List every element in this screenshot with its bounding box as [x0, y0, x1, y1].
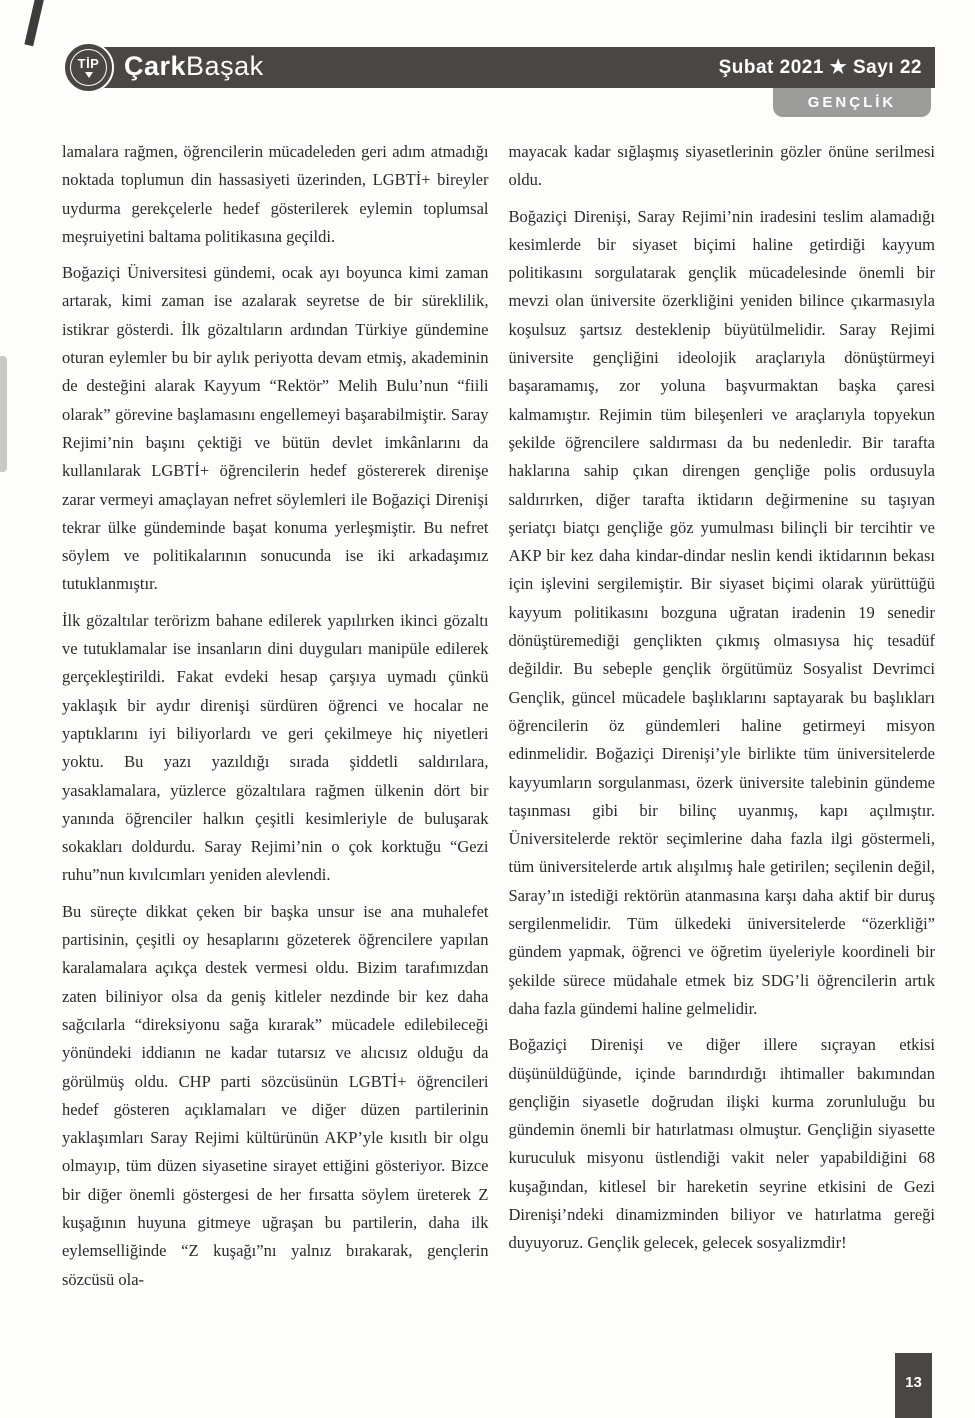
right-column — [509, 138, 936, 1356]
tip-logo-text: TİP — [77, 56, 100, 71]
paragraph: İlk gözaltılar terörizm bahane edilerek yapılırken ikinci gözaltı ve tutuklamalar ise insanların dini duyguları manipüle edilerek gerçekleştirildi. Fakat evdeki hesap çarşıya uymadı çünkü yaklaşık bir aydır direnişi sürdüren öğrenci ve hocalar ne yaptıklarını iyi biliyorlardı ve geri çekilmeye hiç niyetleri yoktu. Bu yazı yazıldığı sırada şiddetli saldırılara, yasaklamalara, yüzlerce gözaltılara rağmen ülkenin dört bir yanında öğrenciler halkın çeşitli kesimleriyle de buluşarak sokakları doldurdu. Saray Rejimi’nin o çok korktuğu “Gezi ruhu”nun kıvılcımları yeniden alevlendi. — [62, 610, 489, 885]
tip-party-logo-icon — [63, 42, 114, 93]
paragraph: Boğaziçi Üniversitesi gündemi, ocak ayı boyunca kimi zaman artarak, kimi zaman ise azalarak seyretse de bir süreklilik, istikrar gösterdi. İlk gözaltıların ardından Türkiye gündemine oturan eylemler bu bir aylık periyotta devam etmiş, akademinin de desteğini alarak Kayyum “Rektör” Melih Bulu’nun “fiili olarak” görevine başlamasını engellemeyi başarabilmiştir. Saray Rejimi’nin başını çektiği ve bütün devlet imkânlarını da kullanılarak LGBTİ+ öğrencilerin hedef göstererek direnişe zarar vermeyi amaçlayan nefret söylemleri ile Boğaziçi Direnişi tekrar ülke gündeminde başat konuma yerleşmiştir. Bu nefret söylem ve politikalarının sonucunda ise iki arkadaşımız tutuklanmıştır. — [62, 263, 489, 594]
page-number-badge — [895, 1353, 932, 1418]
issue-info: Şubat 2021 ★ Sayı 22 — [718, 57, 922, 78]
tip-logo-ring — [70, 49, 107, 86]
paragraph: lamalara rağmen, öğrencilerin mücadeleden geri adım atmadığı noktada toplumun din hassasiyeti üzerinden, LGBTİ+ bireyler uydurma gerekçelerle hedef gösterilerek eylemin toplumsal meşruiyetini baltama politikasına geçildi. — [62, 142, 489, 246]
paragraph: mayacak kadar sığlaşmış siyasetlerinin gözler önüne serilmesi oldu. — [508, 142, 935, 190]
paragraph: Boğaziçi Direnişi ve diğer illere sıçrayan etkisi düşünüldüğünde, içinde barındırdığı ihtimaller bakımından gençliğin siyasetle doğrudan ilişki kurma zorunluluğu bu gündemin önemli bir hatırlatması olmuştur. Gençliğin siyasette kuruculuk misyonu üstlendiği vakit neler yapabildiğini 68 kuşağından, kitlesel bir hareketin seyrine etkisini de Gezi Direnişi’ndeki dinamizminden biliyor ve hatırlatma gereği duyuyoruz. Gençlik gelecek, gelecek sosyalizmdir! — [508, 1035, 935, 1253]
page-number: 13 — [905, 1374, 922, 1391]
paragraph: Bu süreçte dikkat çeken bir başka unsur ise ana muhalefet partisinin, çeşitli oy hesaplarını gözeterek öğrencilere yapılan karalamalara açıkça destek vermesi oldu. Bizim tarafımızdan zaten biliniyor olsa da geniş kitleler nezdinde bir kez daha sağcılarla “direksiyonu sağa kırarak” mücadele edilebileceği yönündeki iddianın ne kadar tutarsız ve alıcısız olduğu da görülmüş oldu. CHP parti sözcüsünün LGBTİ+ öğrencileri hedef gösteren açıklamaları ve diğer düzen partilerinin yaklaşımları Saray Rejimi kültürünün AKP’yle kısıtlı bir olgu olmayıp, tüm düzen siyasetine sirayet ettiğini gösteriyor. Bizce bir diğer önemli göstergesi de her fırsatta söylem üreterek Z kuşağının huyuna gitmeye uğraşan bu partilerin, daha ilk eylemselliğinde “Z kuşağı”nı yalnız bırakarak, gençlerin sözcüsü ola- — [62, 901, 489, 1289]
wheat-spike-icon — [85, 72, 93, 78]
paragraph: Boğaziçi Direnişi, Saray Rejimi’nin iradesini teslim alamadığı kesimlerde bir siyaset biçimi haline getirdiği kayyum politikasını sorgulatarak gençlik mücadelesinde önemli bir mevzi olan üniversite özerkliğini yeniden bilince çıkarmasıyla koşulsuz şartsız desteklenip büyütülmelidir. Saray Rejimi üniversite gençliğini ideolojik araçlarıyla dönüştürmeyi başaramamış, zor yoluna başvurmaktan başka çaresi kalmamıştır. Rejimin tüm bileşenleri ve araçlarıyla topyekun şekilde öğrencilere saldırması da bu nedenledir. Bir tarafta haklarına sahip çıkan direngen gençliğe polis ordusuyla saldırırken, diğer tarafta iktidarın değirmenine su taşıyan şeriatçı biatçı gençliğe göz yumulması bilinçli bir tercihtir ve AKP bir kez daha kindar-dindar neslin kendi iktidarının bekası için işlevini sergilemiştir. Bir siyaset biçimi olarak yürüttüğü kayyum politikasını bozguna uğratan iradenin 19 senedir dönüştüremediği gençlikten çıkmış olmasıysa hiç tesadüf değildir. Bu sebeple gençlik örgütümüz Sosyalist Devrimci Gençlik, güncel mücadele başlıklarını saptayarak bu başlıkları öğrencilerin öz gündemleri haline getirmeyi misyon edinmelidir. Boğaziçi Direnişi’yle birlikte tüm üniversitelerde kayyumların sorgulanması, özerk üniversite talebinin gündeme taşınması gibi bir bilinç uyanmış, kapı açılmıştır. Üniversitelerde rektör seçimlerine daha fazla ilgi göstermeli, tüm üniversitelerde artık alışılmış hale getirilen; seçilenin değil, Saray’ın istediği rektörün atanmasına karşı daha aktif bir duruş sergilenmelidir. Tüm ülkedeki üniversitelerde “özerkliği” gündem yapmak, öğrenci ve öğretim üyeleriyle koordineli bir şekilde sürece müdahale etmek biz SDG’li öğrencilerin artık daha fazla gündemi haline gelmelidir. — [508, 206, 935, 1018]
magazine-title — [124, 53, 264, 80]
page-corner-mark — [24, 0, 46, 46]
magazine-title-light: Başak — [186, 51, 264, 81]
left-column — [62, 138, 489, 1356]
section-badge: GENÇLİK — [773, 88, 931, 117]
article-body — [62, 138, 935, 1356]
page-edge-tab — [0, 356, 7, 472]
magazine-title-bold: Çark — [124, 51, 187, 81]
